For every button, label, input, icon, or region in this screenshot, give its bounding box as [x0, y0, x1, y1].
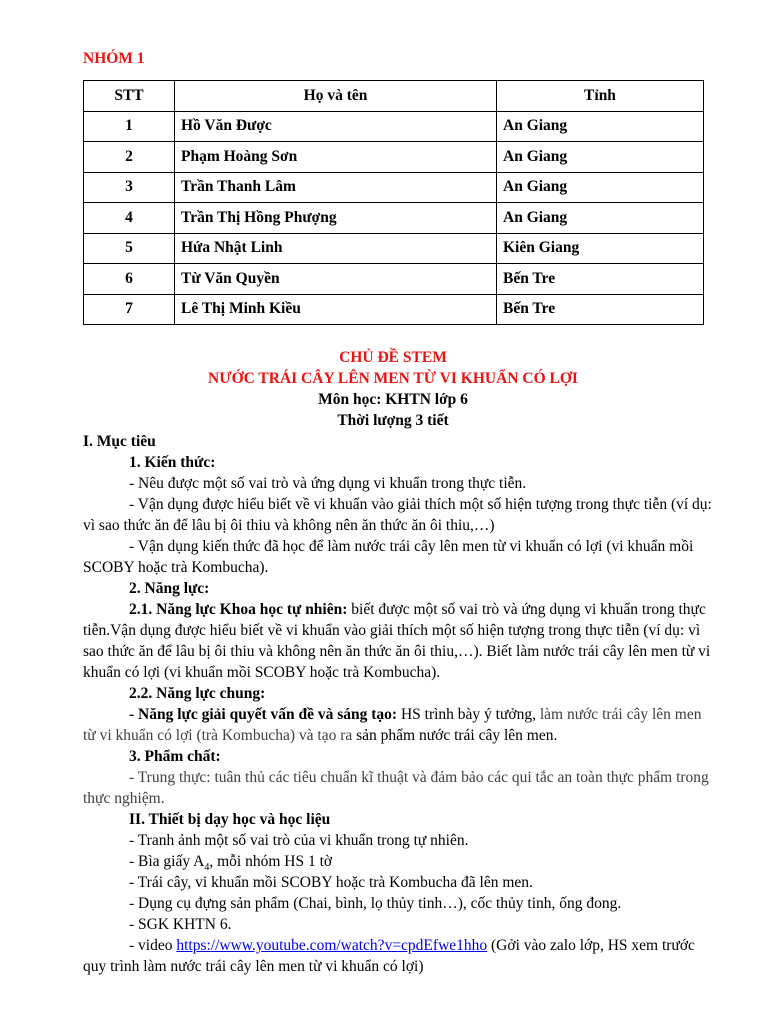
table-row — [84, 172, 704, 203]
subject-line: Môn học: KHTN lớp 6 — [318, 391, 468, 408]
problem-solving-text-a: HS trình bày ý tưởng, — [397, 706, 540, 723]
table-row — [84, 294, 704, 325]
problem-solving-competence — [83, 704, 713, 746]
equipment-item: - Trái cây, vi khuẩn mồi SCOBY hoặc trà Kombucha đã lên men. — [129, 874, 533, 891]
cell-name: Phạm Hoàng Sơn — [175, 142, 497, 173]
table-header-row — [84, 81, 704, 112]
cell-name: Từ Văn Quyền — [175, 264, 497, 295]
group-title: NHÓM 1 — [83, 50, 145, 67]
header-stt: STT — [84, 81, 175, 112]
cell-name: Trần Thanh Lâm — [175, 172, 497, 203]
lesson-content — [83, 431, 713, 977]
video-suffix: (Gởi vào zalo lớp, HS xem trước quy trình làm nước trái cây lên men từ vi khuẩn có lợi) — [83, 937, 695, 975]
problem-solving-text-b: làm nước trái cây lên men từ vi khuẩn có lợi (trà Kombucha) và tạo ra — [83, 706, 702, 744]
cell-stt: 5 — [84, 233, 175, 264]
problem-solving-label: - Năng lực giải quyết vấn đề và sáng tạo: — [129, 706, 398, 723]
cell-province: Bến Tre — [497, 294, 704, 325]
cell-province: An Giang — [497, 142, 704, 173]
topic-label: CHỦ ĐỀ STEM — [339, 349, 447, 366]
cell-stt: 2 — [84, 142, 175, 173]
knowledge-item: - Vận dụng kiến thức đã học để làm nước trái cây lên men từ vi khuẩn có lợi (vi khuẩn mồi SCOBY hoặc trà Kombucha). — [83, 538, 694, 576]
topic-title: NƯỚC TRÁI CÂY LÊN MEN TỪ VI KHUẨN CÓ LỢI — [208, 370, 578, 387]
equipment-item-video — [83, 935, 713, 977]
cell-province: An Giang — [497, 111, 704, 142]
table-row — [84, 142, 704, 173]
section-objectives-title: I. Mục tiêu — [83, 433, 156, 450]
qualities-title: 3. Phẩm chất: — [129, 748, 221, 765]
cell-name: Lê Thị Minh Kiều — [175, 294, 497, 325]
cell-province: Kiên Giang — [497, 233, 704, 264]
general-competence-title: 2.2. Năng lực chung: — [129, 685, 266, 702]
cell-name: Hứa Nhật Linh — [175, 233, 497, 264]
science-competence — [83, 599, 713, 683]
video-prefix: - video — [129, 937, 177, 954]
cell-province: An Giang — [497, 203, 704, 234]
video-link[interactable]: https://www.youtube.com/watch?v=cpdEfwe1hho — [176, 937, 488, 954]
header-name: Họ và tên — [175, 81, 497, 112]
duration-line: Thời lượng 3 tiết — [337, 412, 449, 429]
competence-title: 2. Năng lực: — [129, 580, 210, 597]
cell-stt: 7 — [84, 294, 175, 325]
table-row — [84, 264, 704, 295]
cell-stt: 4 — [84, 203, 175, 234]
paper-subscript: 4 — [204, 862, 210, 874]
section-equipment-title: II. Thiết bị dạy học và học liệu — [129, 811, 331, 828]
cell-stt: 3 — [84, 172, 175, 203]
member-table — [83, 80, 704, 325]
science-competence-label: 2.1. Năng lực Khoa học tự nhiên: — [129, 601, 348, 618]
table-row — [84, 203, 704, 234]
cell-province: An Giang — [497, 172, 704, 203]
cell-stt: 1 — [84, 111, 175, 142]
problem-solving-text-c: sản phẩm nước trái cây lên men. — [352, 727, 558, 744]
cell-province: Bến Tre — [497, 264, 704, 295]
knowledge-item: - Vận dụng được hiểu biết về vi khuẩn vào giải thích một số hiện tượng trong thực tiễn (ví dụ: vì sao thức ăn để lâu bị ôi thiu và không nên ăn thức ăn ôi thiu,…) — [83, 496, 712, 534]
header-province: Tỉnh — [497, 81, 704, 112]
equipment-item: - Dụng cụ đựng sản phẩm (Chai, bình, lọ thủy tinh…), cốc thủy tinh, ống đong. — [129, 895, 622, 912]
table-row — [84, 111, 704, 142]
knowledge-title: 1. Kiến thức: — [129, 454, 216, 471]
paper-text-a: - Bìa giấy A — [129, 853, 205, 870]
equipment-item: - SGK KHTN 6. — [129, 916, 232, 933]
equipment-item-paper — [83, 851, 713, 872]
cell-name: Hồ Văn Được — [175, 111, 497, 142]
knowledge-item: - Nêu được một số vai trò và ứng dụng vi khuẩn trong thực tiễn. — [129, 475, 527, 492]
equipment-item: - Tranh ảnh một số vai trò của vi khuẩn trong tự nhiên. — [129, 832, 469, 849]
paper-text-b: , mỗi nhóm HS 1 tờ — [209, 853, 333, 870]
cell-stt: 6 — [84, 264, 175, 295]
science-competence-text: biết được một số vai trò và ứng dụng vi khuẩn trong thực tiễn.Vận dụng được hiểu biết về vi khuẩn vào giải thích một số hiện tượng trong thực tiễn (ví dụ: vì sao thức ăn để lâu bị ôi thiu và không nên ăn thức ăn ôi thiu,…). Biết làm nước trái cây lên men từ vi khuẩn có lợi (vi khuẩn mồi SCOBY hoặc trà Kombucha). — [83, 601, 711, 681]
table-row — [84, 233, 704, 264]
qualities-text: - Trung thực: tuân thủ các tiêu chuẩn kĩ thuật và đảm bảo các qui tắc an toàn thực phẩm trong thực nghiệm. — [83, 769, 709, 807]
cell-name: Trần Thị Hồng Phượng — [175, 203, 497, 234]
